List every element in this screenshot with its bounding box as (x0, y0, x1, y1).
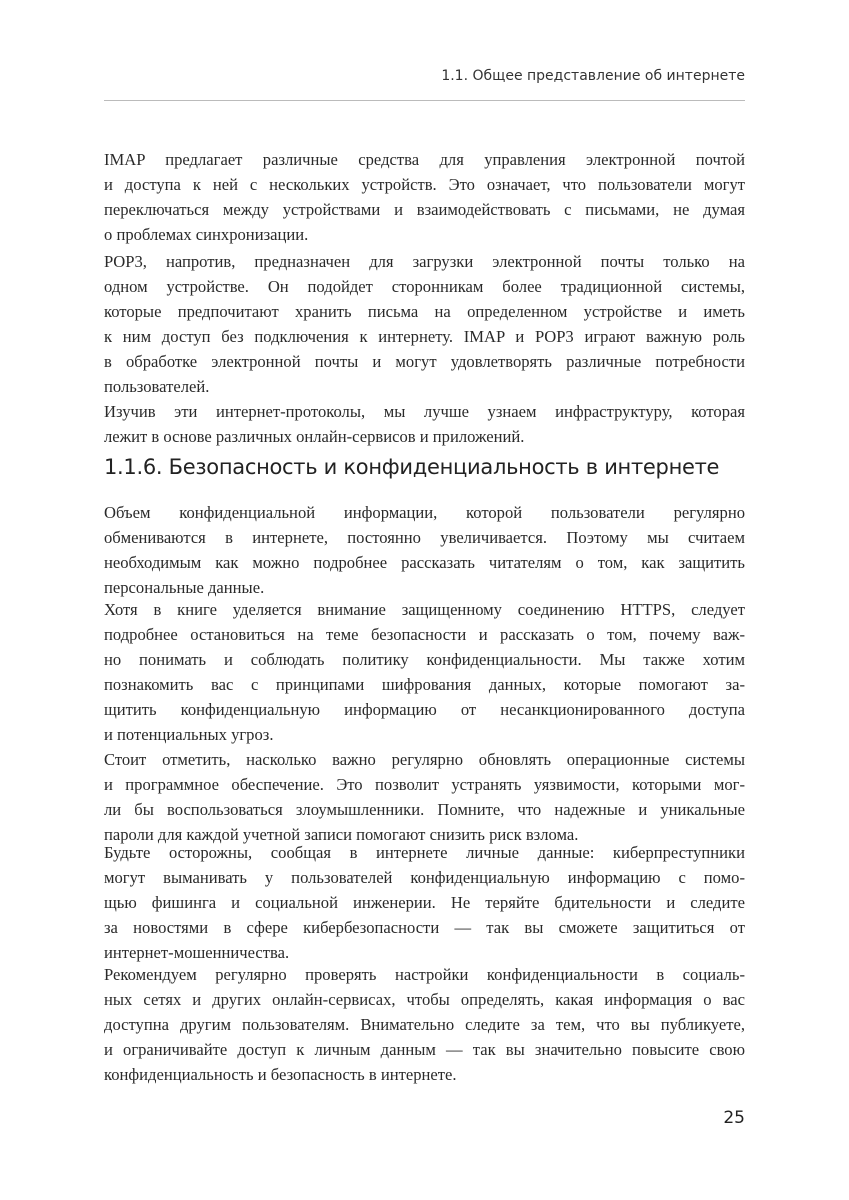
text-line: интернет-мошенничества. (104, 943, 290, 962)
text-line: к ним доступ без подключения к интернету. IMAP и POP3 играют важную роль (104, 327, 745, 346)
text-line: Рекомендуем регулярно проверять настройки конфиденциальности в социаль- (104, 965, 745, 984)
text-line: за новостями в сфере кибербезопасности — так вы сможете защититься от (104, 918, 745, 937)
running-header: 1.1. Общее представление об интернете (441, 68, 745, 84)
text-line: познакомить вас с принципами шифрования данных, которые помогают за- (104, 675, 745, 694)
text-line: Будьте осторожны, сообщая в интернете личные данные: киберпреступники (104, 843, 745, 862)
text-line: подробнее остановиться на теме безопасности и рассказать о том, почему важ- (104, 625, 745, 644)
text-line: POP3, напротив, предназначен для загрузки электронной почты только на (104, 252, 745, 271)
text-line: Объем конфиденциальной информации, которой пользователи регулярно (104, 503, 745, 522)
text-line: Хотя в книге уделяется внимание защищенному соединению HTTPS, следует (104, 600, 745, 619)
text-line: ных сетях и других онлайн-сервисах, чтобы определять, какая информация о вас (104, 990, 745, 1009)
text-line: IMAP предлагает различные средства для управления электронной почтой (104, 150, 745, 169)
text-line: в обработке электронной почты и могут удовлетворять различные потребности (104, 352, 745, 371)
paragraph (104, 840, 745, 965)
text-line: переключаться между устройствами и взаимодействовать с письмами, не думая (104, 200, 745, 219)
text-line: ли бы воспользоваться злоумышленники. Помните, что надежные и уникальные (104, 800, 745, 819)
text-line: и доступа к ней с нескольких устройств. Это означает, что пользователи могут (104, 175, 745, 194)
paragraph (104, 962, 745, 1087)
text-line: и ограничивайте доступ к личным данным — так вы значительно повысите свою (104, 1040, 745, 1059)
header-divider (104, 100, 745, 101)
text-line: обмениваются в интернете, постоянно увеличивается. Поэтому мы считаем (104, 528, 745, 547)
section-heading: 1.1.6. Безопасность и конфиденциальность в интернете (104, 455, 720, 479)
text-line: которые предпочитают хранить письма на определенном устройстве и иметь (104, 302, 745, 321)
text-line: пароли для каждой учетной записи помогают снизить риск взлома. (104, 825, 579, 844)
text-line: пользователей. (104, 377, 210, 396)
text-line: о проблемах синхронизации. (104, 225, 309, 244)
text-line: персональные данные. (104, 578, 265, 597)
paragraph (104, 249, 745, 399)
text-line: могут выманивать у пользователей конфиденциальную информацию с помо- (104, 868, 745, 887)
text-line: необходимым как можно подробнее рассказать читателям о том, как защитить (104, 553, 745, 572)
text-line: и программное обеспечение. Это позволит устранять уязвимости, которыми мог- (104, 775, 745, 794)
paragraph (104, 147, 745, 247)
text-line: конфиденциальность и безопасность в интернете. (104, 1065, 457, 1084)
paragraph (104, 399, 745, 449)
text-line: Изучив эти интернет-протоколы, мы лучше узнаем инфраструктуру, которая (104, 402, 745, 421)
text-line: лежит в основе различных онлайн-сервисов и приложений. (104, 427, 525, 446)
text-line: но понимать и соблюдать политику конфиденциальности. Мы также хотим (104, 650, 745, 669)
text-line: щитить конфиденциальную информацию от несанкционированного доступа (104, 700, 745, 719)
text-line: щью фишинга и социальной инженерии. Не теряйте бдительности и следите (104, 893, 745, 912)
text-line: и потенциальных угроз. (104, 725, 274, 744)
text-line: доступна другим пользователям. Внимательно следите за тем, что вы публикуете, (104, 1015, 745, 1034)
paragraph (104, 747, 745, 847)
text-line: Стоит отметить, насколько важно регулярно обновлять операционные системы (104, 750, 745, 769)
page-number: 25 (723, 1108, 745, 1128)
paragraph (104, 500, 745, 600)
paragraph (104, 597, 745, 747)
text-line: одном устройстве. Он подойдет сторонникам более традиционной системы, (104, 277, 745, 296)
